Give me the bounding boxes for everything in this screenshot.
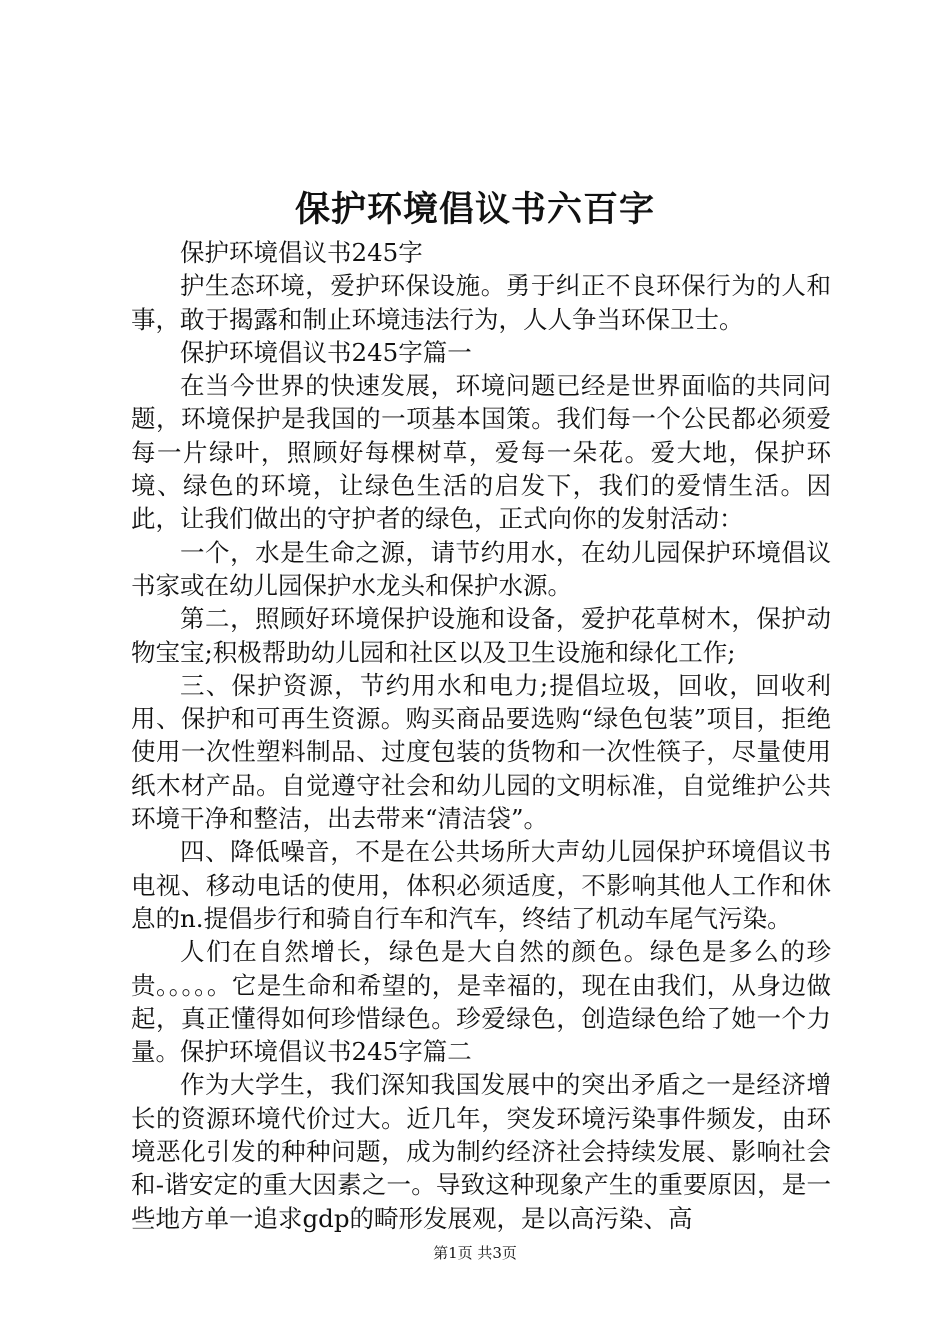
- paragraph: 护生态环境，爱护环保设施。勇于纠正不良环保行为的人和事，敢于揭露和制止环境违法行为，人人争当环保卫士。: [131, 271, 831, 334]
- paragraph: 第二，照顾好环境保护设施和设备，爱护花草树木，保护动物宝宝;积极帮助幼儿园和社区以及卫生设施和绿化工作;: [131, 604, 831, 667]
- paragraph: 人们在自然增长，绿色是大自然的颜色。绿色是多么的珍贵。。。。。它是生命和希望的，是幸福的，现在由我们，从身边做起，真正懂得如何珍惜绿色。珍爱绿色，创造绿色给了她一个力量。保护环境倡议书245字篇二: [131, 937, 831, 1067]
- document-body: [131, 236, 831, 1235]
- paragraph: 作为大学生，我们深知我国发展中的突出矛盾之一是经济增长的资源环境代价过大。近几年，突发环境污染事件频发，由环境恶化引发的种种问题，成为制约经济社会持续发展、影响社会和-谐安定的重大因素之一。导致这种现象产生的重要原因，是一些地方单一追求gdp的畸形发展观，是以高污染、高: [131, 1070, 831, 1233]
- paragraph: 三、保护资源，节约用水和电力;提倡垃圾，回收，回收利用、保护和可再生资源。购买商品要选购“绿色包装”项目，拒绝使用一次性塑料制品、过度包装的货物和一次性筷子，尽量使用纸木材产品。自觉遵守社会和幼儿园的文明标准，自觉维护公共环境干净和整洁，出去带来“清洁袋”。: [131, 670, 831, 834]
- paragraph: 一个，水是生命之源，请节约用水，在幼儿园保护环境倡议书家或在幼儿园保护水龙头和保护水源。: [131, 537, 831, 600]
- paragraph: 保护环境倡议书245字篇一: [180, 337, 472, 367]
- document-title: 保护环境倡议书六百字: [294, 189, 655, 230]
- paragraph: 在当今世界的快速发展，环境问题已经是世界面临的共同问题，环境保护是我国的一项基本国策。我们每一个公民都必须爱每一片绿叶，照顾好每棵树草，爱每一朵花。爱大地，保护环境、绿色的环境，让绿色生活的启发下，我们的爱情生活。因此，让我们做出的守护者的绿色，正式向你的发射活动：: [131, 371, 831, 534]
- paragraph: 四、降低噪音，不是在公共场所大声幼儿园保护环境倡议书电视、移动电话的使用，体积必须适度，不影响其他人工作和休息的n.提倡步行和骑自行车和汽车，终结了机动车尾气污染。: [131, 837, 831, 933]
- paragraph: 保护环境倡议书245字: [180, 238, 423, 267]
- page-number-footer: 第1页 共3页: [433, 1244, 517, 1262]
